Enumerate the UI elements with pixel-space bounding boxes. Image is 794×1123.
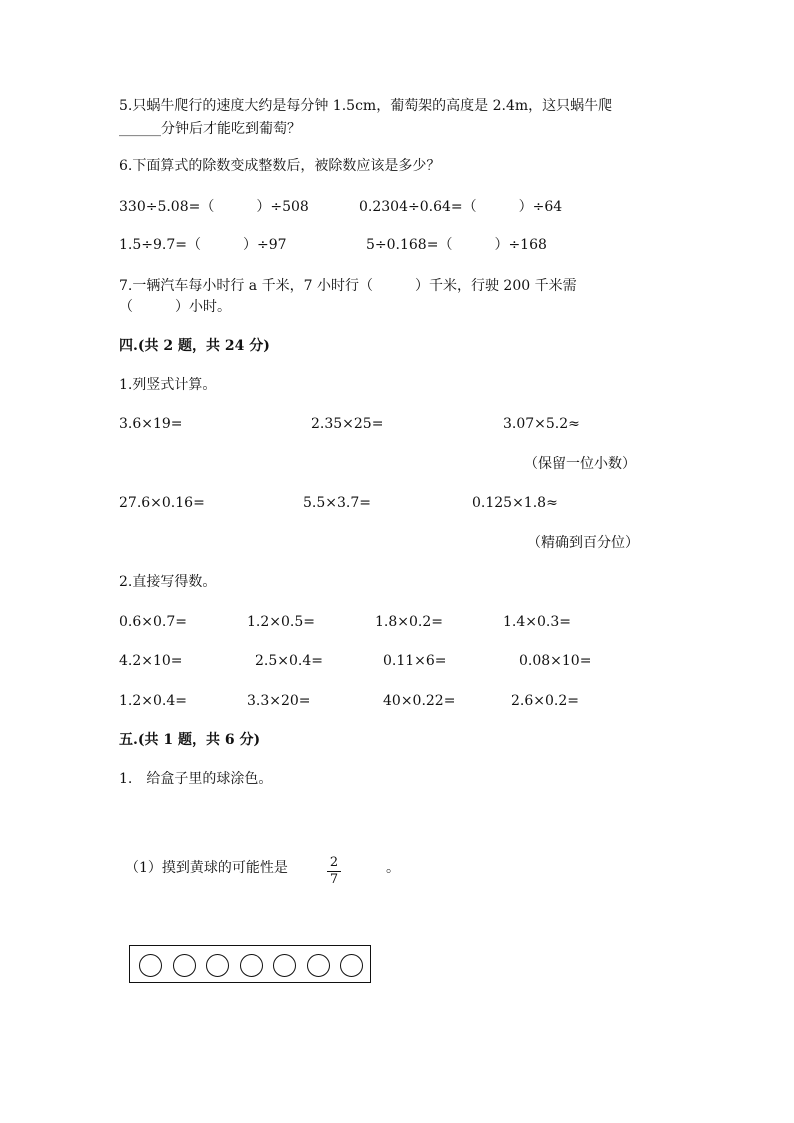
s4-q1-item-6: 0.125×1.8≈ bbox=[472, 495, 558, 511]
s4-q1-item-3: 3.07×5.2≈ bbox=[503, 416, 580, 432]
ball-circle[interactable] bbox=[240, 954, 263, 977]
s4-q1-title: 1.列竖式计算。 bbox=[119, 377, 217, 393]
q6-item-2: 0.2304÷0.64=（ ）÷64 bbox=[359, 199, 563, 215]
s5-q1-title: 1. 给盒子里的球涂色。 bbox=[119, 771, 273, 787]
s4-q1-note-1: （保留一位小数） bbox=[524, 456, 636, 472]
s4-q2-item: 1.2×0.4= bbox=[119, 693, 187, 709]
probability-fraction bbox=[327, 856, 341, 887]
q7-line1: 7.一辆汽车每小时行 a 千米，7 小时行（ ）千米，行驶 200 千米需 bbox=[119, 278, 577, 294]
s4-q2-title: 2.直接写得数。 bbox=[119, 574, 217, 590]
s4-q2-item: 0.08×10= bbox=[519, 653, 592, 669]
ball-circle[interactable] bbox=[307, 954, 330, 977]
s5-q1-sub1-end: 。 bbox=[386, 860, 400, 876]
s4-q2-item: 1.8×0.2= bbox=[375, 614, 443, 630]
q6-item-3: 1.5÷9.7=（ ）÷97 bbox=[119, 237, 287, 253]
ball-circle[interactable] bbox=[340, 954, 363, 977]
s4-q2-item: 40×0.22= bbox=[383, 693, 456, 709]
q5-line1: 5.只蜗牛爬行的速度大约是每分钟 1.5cm，葡萄架的高度是 2.4m，这只蜗牛爬 bbox=[119, 98, 613, 114]
q6-item-1: 330÷5.08=（ ）÷508 bbox=[119, 199, 309, 215]
q7-line2: （ ）小时。 bbox=[119, 299, 231, 315]
s4-q2-item: 1.4×0.3= bbox=[503, 614, 571, 630]
s4-q2-item: 2.6×0.2= bbox=[511, 693, 579, 709]
ball-circle[interactable] bbox=[139, 954, 162, 977]
s5-q1-sub1-label: （1）摸到黄球的可能性是 bbox=[125, 860, 288, 876]
fraction-denominator: 7 bbox=[329, 872, 339, 887]
s4-q1-item-2: 2.35×25= bbox=[311, 416, 384, 432]
s4-q1-item-5: 5.5×3.7= bbox=[303, 495, 371, 511]
s4-q1-note-2: （精确到百分位） bbox=[527, 535, 639, 551]
ball-circle[interactable] bbox=[173, 954, 196, 977]
q6-title: 6.下面算式的除数变成整数后，被除数应该是多少？ bbox=[119, 158, 441, 174]
ball-circle[interactable] bbox=[206, 954, 229, 977]
q5-line2: ______分钟后才能吃到葡萄？ bbox=[119, 121, 301, 137]
q6-item-4: 5÷0.168=（ ）÷168 bbox=[366, 237, 547, 253]
section4-heading: 四.(共 2 题，共 24 分) bbox=[119, 338, 270, 354]
s4-q2-item: 1.2×0.5= bbox=[247, 614, 315, 630]
s4-q2-item: 3.3×20= bbox=[247, 693, 311, 709]
s4-q2-item: 0.6×0.7= bbox=[119, 614, 187, 630]
fraction-numerator: 2 bbox=[329, 855, 339, 870]
s4-q2-item: 4.2×10= bbox=[119, 653, 183, 669]
s4-q2-item: 2.5×0.4= bbox=[255, 653, 323, 669]
section5-heading: 五.(共 1 题，共 6 分) bbox=[119, 732, 261, 748]
s4-q2-item: 0.11×6= bbox=[383, 653, 447, 669]
s4-q1-item-4: 27.6×0.16= bbox=[119, 495, 205, 511]
ball-circle[interactable] bbox=[273, 954, 296, 977]
s4-q1-item-1: 3.6×19= bbox=[119, 416, 183, 432]
